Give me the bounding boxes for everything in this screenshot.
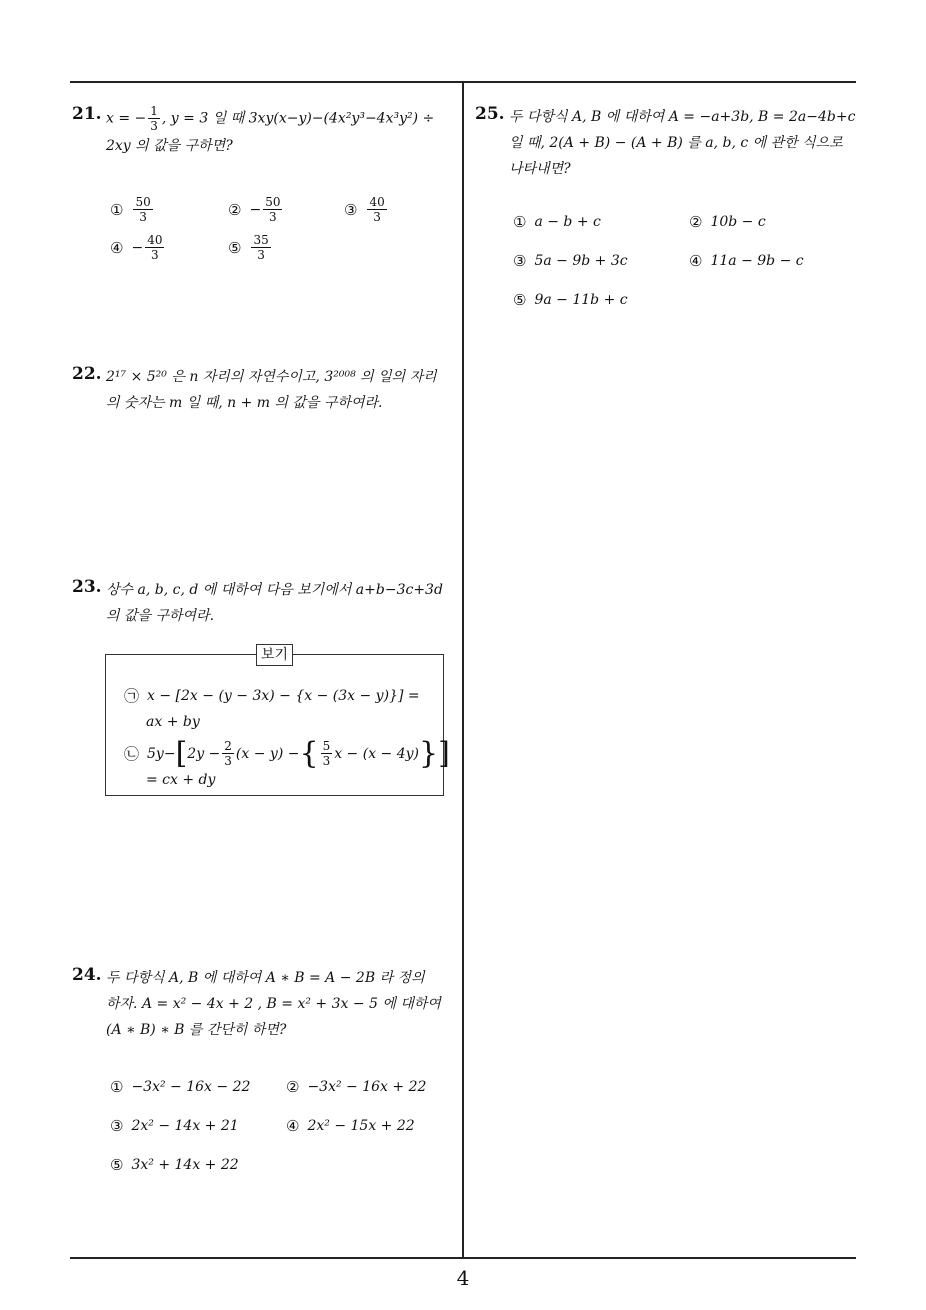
stem-line: (A ∗ B) ∗ B 를 간단히 하면?	[106, 1022, 287, 1038]
problem-stem	[106, 104, 462, 159]
stem-line: 2xy 의 값을 구하면?	[106, 138, 233, 154]
problem-stem	[106, 965, 462, 1043]
problem-number: 25.	[475, 104, 505, 124]
stem-line: 나타내면?	[509, 161, 571, 177]
problem-number: 21.	[72, 104, 102, 124]
stem-line: 일 때, 2(A + B) − (A + B) 를 a, b, c 에 관한 식으로	[509, 135, 843, 151]
problem-22	[72, 364, 462, 416]
choice-5[interactable]: ⑤ 9a − 11b + c	[513, 291, 628, 309]
problem-stem	[509, 104, 865, 182]
choice-1[interactable]: ① −3x² − 16x − 22	[110, 1078, 251, 1096]
problem-21	[72, 104, 462, 159]
bogi-item-2: ㉡ 5y− [ 2y − $\frac{2}{3}$ (x − y) − { $\frac{5}{3}$ x − (x − 4y) }]	[124, 735, 450, 771]
bottom-rule	[70, 1257, 856, 1259]
stem-line: x = − $\frac{1}{3}$ , y = 3 일 때 3xy(x−y)−(4x²y³−4x³y²) ÷	[106, 104, 435, 133]
choice-4[interactable]: ④ − $\frac{40}{3}$	[110, 233, 163, 262]
column-divider	[462, 83, 464, 1257]
choice-2[interactable]: ② −3x² − 16x + 22	[286, 1078, 427, 1096]
stem-line: 2¹⁷ × 5²⁰ 은 n 자리의 자연수이고, 3²⁰⁰⁸ 의 일의 자리	[106, 369, 437, 385]
stem-line: 상수 a, b, c, d 에 대하여 다음 보기에서 a+b−3c+3d	[106, 582, 443, 598]
choice-3[interactable]: ③ 2x² − 14x + 21	[110, 1117, 239, 1135]
stem-line: 의 값을 구하여라.	[106, 608, 215, 624]
choice-1[interactable]: ① $\frac{50}{3}$	[110, 195, 151, 224]
choice-4[interactable]: ④ 2x² − 15x + 22	[286, 1117, 415, 1135]
problem-stem	[106, 577, 462, 629]
bogi-item-1: ㉠ x − [2x − (y − 3x) − {x − (3x − y)}] =	[124, 687, 420, 705]
page-number: 4	[456, 1266, 470, 1290]
problem-24	[72, 965, 462, 1043]
problem-stem	[106, 364, 462, 416]
problem-number: 23.	[72, 577, 102, 597]
choice-3[interactable]: ③ 5a − 9b + 3c	[513, 252, 628, 270]
stem-line: 두 다항식 A, B 에 대하여 A = −a+3b, B = 2a−4b+c	[509, 109, 856, 125]
choice-1[interactable]: ① a − b + c	[513, 213, 601, 231]
choice-2[interactable]: ② 10b − c	[689, 213, 766, 231]
choice-5[interactable]: ⑤ 3x² + 14x + 22	[110, 1156, 239, 1174]
choice-4[interactable]: ④ 11a − 9b − c	[689, 252, 804, 270]
bogi-item-2-cont: = cx + dy	[146, 772, 216, 788]
stem-line: 두 다항식 A, B 에 대하여 A ∗ B = A − 2B 라 정의	[106, 970, 425, 986]
problem-25	[475, 104, 865, 182]
stem-line: 하자. A = x² − 4x + 2 , B = x² + 3x − 5 에 대하여	[106, 996, 441, 1012]
problem-number: 24.	[72, 965, 102, 985]
problem-23	[72, 577, 462, 629]
choice-5[interactable]: ⑤ $\frac{35}{3}$	[228, 233, 269, 262]
bogi-item-1-cont: ax + by	[146, 714, 200, 730]
fraction: $\frac{1}{3}$	[150, 104, 158, 133]
problem-number: 22.	[72, 364, 102, 384]
stem-line: 의 숫자는 m 일 때, n + m 의 값을 구하여라.	[106, 395, 383, 411]
bogi-title: 보기	[256, 644, 293, 666]
choice-3[interactable]: ③ $\frac{40}{3}$	[344, 195, 385, 224]
choice-2[interactable]: ② − $\frac{50}{3}$	[228, 195, 281, 224]
bogi-box	[105, 647, 450, 796]
